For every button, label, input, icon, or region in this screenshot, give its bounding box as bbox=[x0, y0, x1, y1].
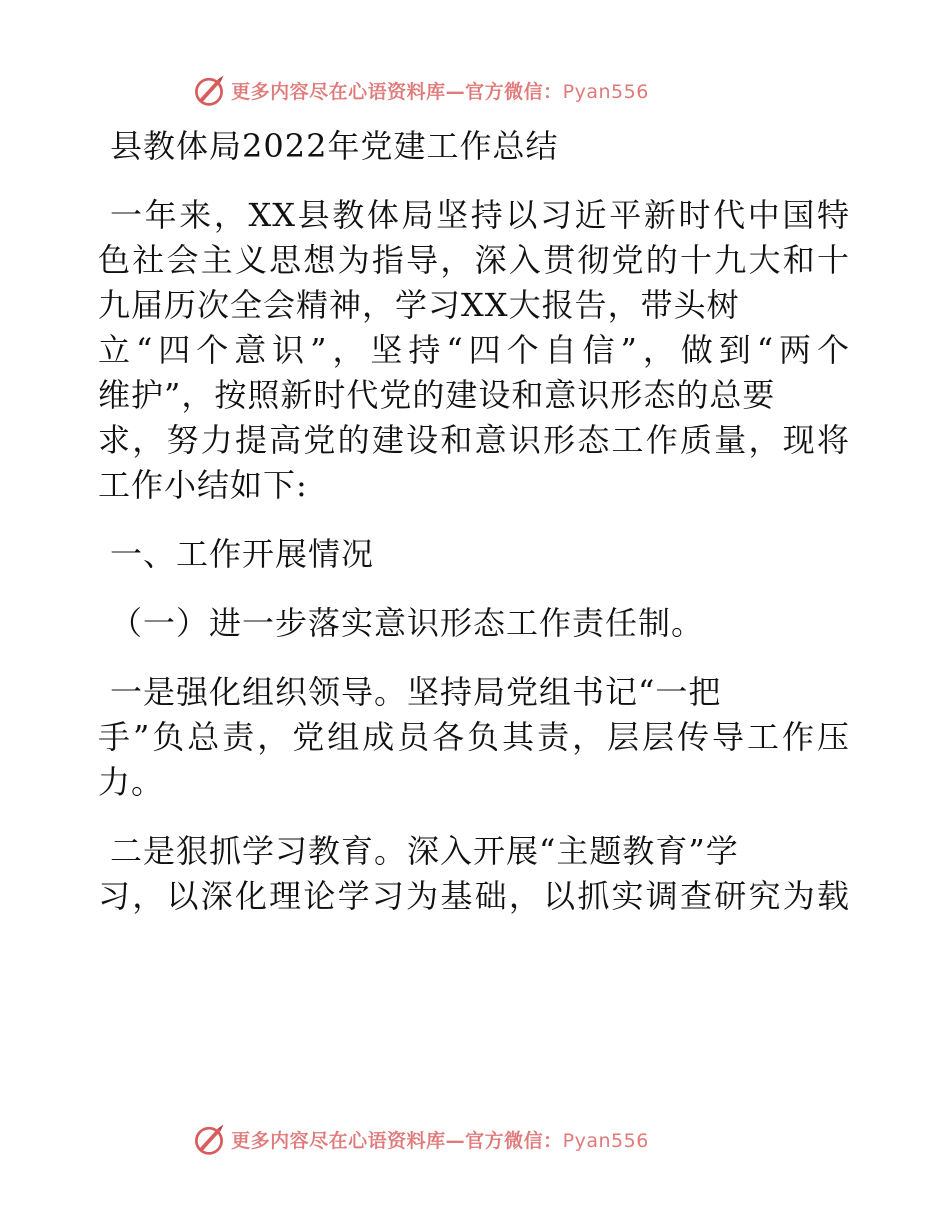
intro-line: 色社会主义思想为指导，深入贯彻党的十九大和十 bbox=[98, 241, 850, 279]
watermark-label: 更多内容尽在心语资料库—官方微信： bbox=[231, 80, 563, 103]
document-title: 县教体局2022年党建工作总结 bbox=[110, 127, 559, 165]
watermark-handle: Pyan556 bbox=[562, 1129, 649, 1152]
watermark-text bbox=[231, 77, 649, 104]
point-paragraph-2 bbox=[98, 829, 858, 919]
point-line: 手”负总责，党组成员各负其责，层层传导工作压 bbox=[98, 718, 850, 756]
watermark-text bbox=[231, 1126, 649, 1153]
intro-line: 立“四个意识”，坚持“四个自信”，做到“两个 bbox=[98, 331, 850, 369]
subsection-heading: （一）进一步落实意识形态工作责任制。 bbox=[110, 604, 705, 642]
point-paragraph-1 bbox=[98, 670, 858, 805]
intro-paragraph bbox=[98, 193, 858, 508]
watermark-label: 更多内容尽在心语资料库—官方微信： bbox=[231, 1129, 563, 1152]
point-line: 力。 bbox=[98, 763, 165, 801]
document-body bbox=[98, 124, 858, 919]
point-line: 二是狠抓学习教育。深入开展“主题教育”学 bbox=[110, 832, 739, 870]
intro-line: 一年来，XX县教体局坚持以习近平新时代中国特 bbox=[110, 196, 850, 234]
intro-line: 维护”，按照新时代党的建设和意识形态的总要 bbox=[98, 376, 776, 414]
watermark-header bbox=[0, 70, 950, 110]
point-line: 习，以深化理论学习为基础，以抓实调查研究为载 bbox=[98, 877, 850, 915]
intro-line: 九届历次全会精神，学习XX大报告，带头树 bbox=[98, 286, 740, 324]
quill-seal-icon bbox=[191, 1121, 227, 1157]
intro-line: 求，努力提高党的建设和意识形态工作质量，现将 bbox=[98, 421, 850, 459]
intro-line: 工作小结如下: bbox=[98, 466, 308, 504]
watermark-handle: Pyan556 bbox=[562, 80, 649, 103]
point-line: 一是强化组织领导。坚持局党组书记“一把 bbox=[110, 673, 722, 711]
watermark-footer bbox=[0, 1119, 950, 1159]
section-heading: 一、工作开展情况 bbox=[110, 535, 375, 573]
quill-seal-icon bbox=[191, 72, 227, 108]
